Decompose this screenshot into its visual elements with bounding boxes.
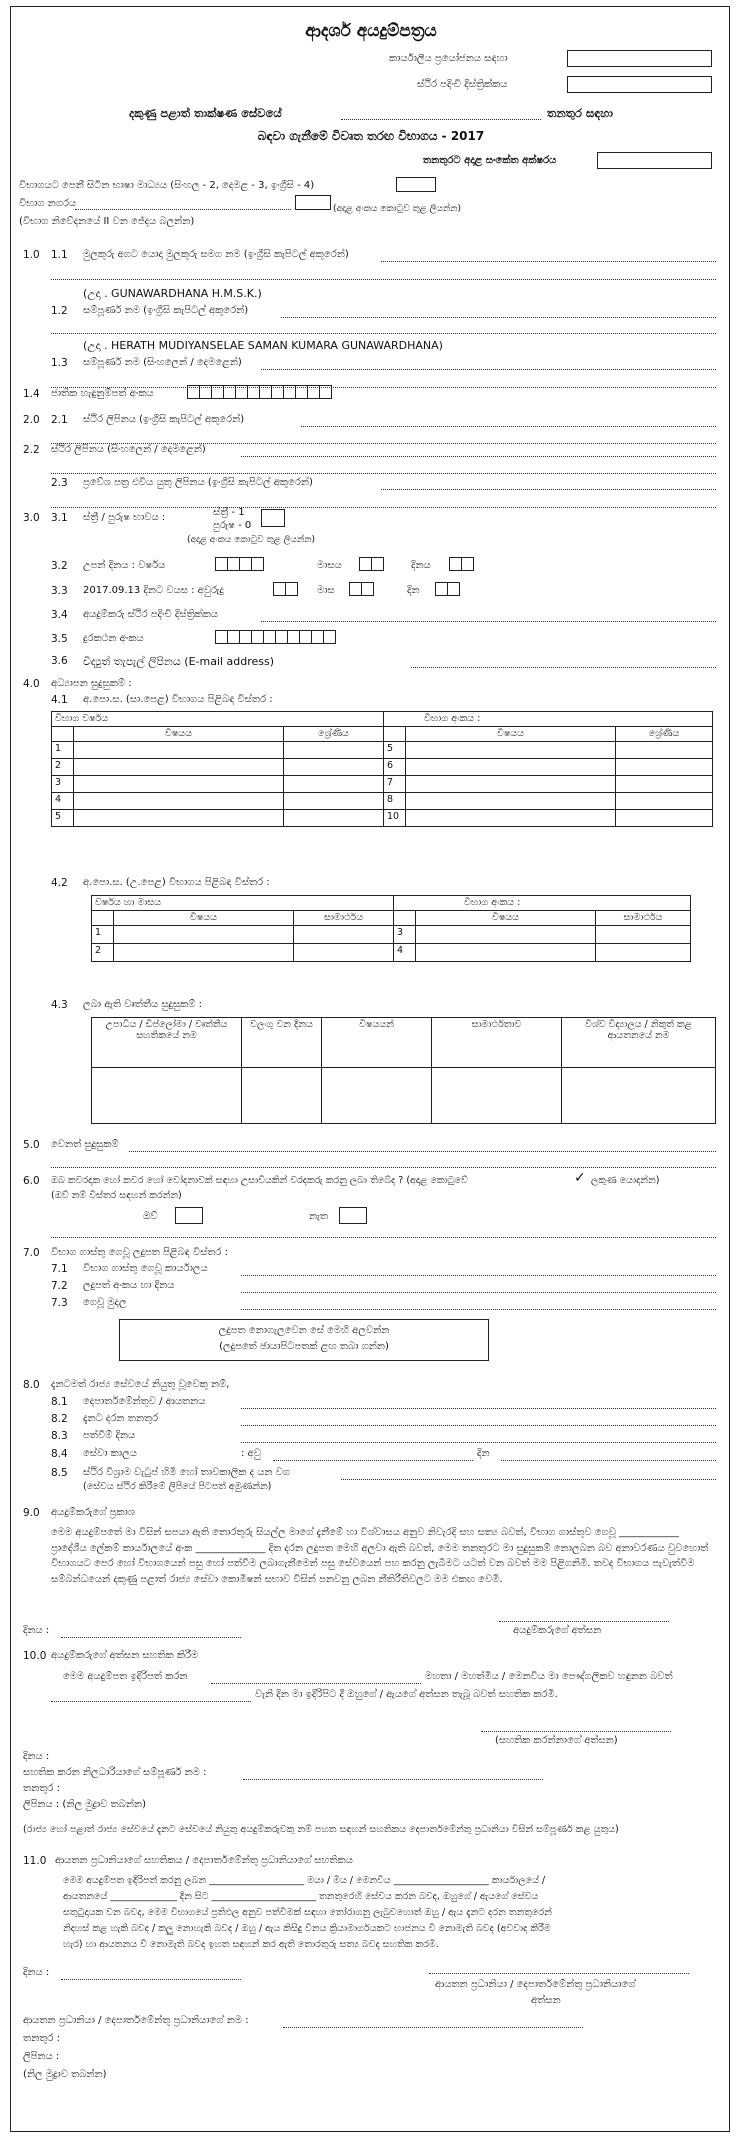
al-row-no: 2 — [92, 944, 114, 962]
phone-boxes[interactable] — [215, 630, 335, 644]
q-3-3-label: 2017.09.13 දිනට වයස : අවුරුදු — [83, 585, 224, 596]
q-2-1-label: ස්ථිර ලිපිනය (ඉංග්‍රීසි කැපිටල් අකුරෙන්) — [83, 414, 245, 425]
cert-text-1: මෙම අයදුම්පත ඉදිරිපත් කරන — [63, 1671, 188, 1682]
ol-grade-cell[interactable] — [616, 776, 713, 793]
age-months-label: මාස — [317, 585, 335, 596]
age-days-boxes[interactable] — [435, 582, 459, 596]
head-post-label: තනතුර : — [23, 2033, 60, 2044]
pq-pass-cell[interactable] — [432, 1068, 562, 1124]
head-signature-label-2: අත්සන — [531, 1995, 561, 2006]
birth-day-label: දිනය — [411, 560, 431, 571]
sec-4-label: අධ්‍යාපන සුදුසුකම් : — [51, 678, 132, 689]
full-name-si-line[interactable] — [261, 369, 716, 370]
initials-name-line-2[interactable] — [51, 279, 716, 280]
yes-checkbox[interactable] — [175, 1207, 203, 1224]
ol-grade-cell[interactable] — [284, 776, 384, 793]
q-3-2-number: 3.2 — [51, 560, 68, 572]
q-8-3-number: 8.3 — [51, 1430, 68, 1442]
q-7-3-label: ගෙවූ මුදල — [83, 1297, 127, 1308]
sec-3-number: 3.0 — [23, 512, 40, 524]
gender-box[interactable] — [261, 509, 285, 527]
ol-subject-cell[interactable] — [74, 793, 284, 810]
cert-text-3: වැනි දින මා ඉදිරිපිට දී ඔහුගේ / ඇයගේ අත්සන තැබූ බවත් සහතික කරමි. — [255, 1689, 558, 1700]
certifier-signature-line[interactable] — [481, 1731, 671, 1732]
ol-row-no: 10 — [384, 810, 406, 827]
sec-4-number: 4.0 — [23, 678, 40, 690]
q-3-5-number: 3.5 — [51, 633, 68, 645]
al-subject-cell[interactable] — [114, 944, 294, 962]
medium-box[interactable] — [396, 177, 436, 192]
sec-11-number: 11.0 — [23, 1855, 47, 1867]
q-3-1-number: 3.1 — [51, 512, 68, 524]
sec-7-label: විභාග ගාස්තු ගෙවූ ලදුපත පිළිබඳ විස්තර : — [51, 1247, 228, 1258]
yes-label: ඔව් — [143, 1211, 158, 1222]
ol-year-header: විභාග වර්ෂය — [52, 712, 384, 727]
head-cert-line-2: ආයතනයේ ______________ දින සිට ______________________ තනතුරෙහි සේවය කරන බවද, ඔහුගේ / ඇයගේ සේවය — [63, 1891, 539, 1902]
birth-year-boxes[interactable] — [215, 557, 263, 571]
q-4-1-number: 4.1 — [51, 694, 68, 706]
ol-row-no: 8 — [384, 793, 406, 810]
exam-title: බඳවා ගැනීමේ විවෘත තරඟ විභාගය - 2017 — [257, 129, 485, 143]
pq-subjects-cell[interactable] — [322, 1068, 432, 1124]
q-8-3-label: පත්වීම් දිනය — [83, 1430, 136, 1441]
service-days-label: දින — [477, 1448, 490, 1459]
post-name-line[interactable] — [341, 119, 541, 120]
declaration-date-label: දිනය : — [23, 1625, 50, 1636]
q-3-4-number: 3.4 — [51, 609, 68, 621]
full-name-en-line[interactable] — [281, 317, 716, 318]
ol-grade-header-left: ශ්‍රේණිය — [284, 727, 384, 742]
q-8-1-number: 8.1 — [51, 1396, 68, 1408]
q-8-4-label: සේවා කාලය — [83, 1448, 137, 1459]
q-2-1-number: 2.1 — [51, 414, 68, 426]
medium-label: විභාගයට පෙනී සිටින භාෂා මාධ්‍යය (සිංහල - 2, දෙමළ - 3, ඉංග්‍රීසි - 4) — [19, 180, 315, 191]
cert-date-line[interactable] — [51, 1701, 251, 1702]
index-letter-label: තනතුරට අදාළ සංකේත අක්ෂරය — [423, 155, 557, 166]
receipt-no-line[interactable] — [241, 1292, 716, 1293]
q-8-2-number: 8.2 — [51, 1413, 68, 1425]
q-2-2-number: 2.2 — [23, 444, 40, 456]
district-line[interactable] — [261, 621, 716, 622]
pq-subjects-header: විෂයයන් — [322, 1018, 432, 1068]
ol-row-no: 1 — [52, 742, 74, 759]
ol-grade-cell[interactable] — [616, 793, 713, 810]
cert-text-2: මහතා / මහත්මිය / මෙනවිය මා පෞද්ගලිකව හඳුනන බවත් — [425, 1671, 673, 1682]
sec-1-number: 1.0 — [23, 249, 40, 261]
al-subject-cell[interactable] — [114, 926, 294, 944]
q-1-1-label: මුලකුරු අගට යොදා මුලකුරු සමග නම (ඉංග්‍රීසි කැපිටල් අකුරෙන්) — [83, 249, 349, 260]
receipt-paste-text: ලදුපත නොගැලවෙන සේ මෙහි අලවන්න — [218, 1325, 390, 1336]
permanent-district-box[interactable] — [567, 76, 712, 93]
head-date-label: දිනය : — [23, 1967, 50, 1978]
service-days-line[interactable] — [501, 1460, 716, 1461]
ol-grade-header-right: ශ්‍රේණිය — [616, 727, 713, 742]
al-row-no: 3 — [394, 926, 416, 944]
initials-name-line[interactable] — [381, 261, 716, 262]
sec-6-number: 6.0 — [23, 1175, 40, 1187]
sec-2-number: 2.0 — [23, 414, 40, 426]
q-7-3-number: 7.3 — [51, 1297, 68, 1309]
other-quals-line[interactable] — [129, 1151, 716, 1152]
ol-subject-cell[interactable] — [406, 742, 616, 759]
ol-index-header: විභාග අංකය : — [384, 712, 713, 727]
q-8-2-label: දැනට දරන තනතුර — [83, 1413, 159, 1424]
head-cert-line-3: සතුටුදායක වන බවද, මෙම විභාගයේ ප්‍රතිඵල අනුව පත්වීමක් සඳහා තෝරාගනු ලැබුවහොත් ඔහු / ඇය දැනට දරන තනතුරෙන් — [63, 1907, 552, 1918]
ol-subject-cell[interactable] — [74, 776, 284, 793]
perm-address-en-line[interactable] — [301, 426, 716, 427]
city-label: විභාග නගරය — [19, 198, 77, 209]
pq-valid-cell[interactable] — [242, 1068, 322, 1124]
certifier-signature-label: (සහතික කරන්නාගේ අත්සන) — [495, 1735, 618, 1746]
sec-5-label: වෙනත් සුදුසුකම් — [51, 1139, 119, 1150]
q-2-3-label: ප්‍රවේශ පත්‍ර එවිය යුතු ලිපිනය (ඉංග්‍රීසි කැපිටල් අකුරෙන්) — [83, 477, 313, 488]
q-3-1-label: ස්ත්‍රී / පුරුෂ භාවය : — [83, 512, 166, 523]
al-grade-cell[interactable] — [294, 944, 394, 962]
age-years-boxes[interactable] — [273, 582, 297, 596]
pq-pass-header: සාමාර්ථතාව — [432, 1018, 562, 1068]
q-8-1-label: දෙපාර්තමේන්තුව / ආයතනය — [83, 1396, 206, 1407]
head-date-line[interactable] — [61, 1979, 241, 1980]
head-seal-note: (නිල මුද්‍රාව තබන්න) — [23, 2069, 107, 2080]
q-4-2-number: 4.2 — [51, 877, 68, 889]
ol-subject-cell[interactable] — [406, 759, 616, 776]
al-subject-header-right: විෂයය — [416, 911, 596, 926]
ol-grade-cell[interactable] — [616, 759, 713, 776]
ol-subject-cell[interactable] — [74, 810, 284, 827]
q-4-1-label: අ.පො.ස. (සා.පෙළ) විභාගය පිළිබඳ විස්තර : — [83, 694, 273, 705]
city-note: (අදාළ අංකය කොටුව තුළ ලියන්න) — [333, 204, 461, 214]
q-1-2-number: 1.2 — [51, 305, 68, 317]
al-grade-cell[interactable] — [294, 926, 394, 944]
ol-grade-cell[interactable] — [616, 742, 713, 759]
city-line[interactable] — [75, 209, 291, 210]
no-checkbox[interactable] — [339, 1207, 367, 1224]
ol-subject-header-right: විෂයය — [406, 727, 616, 742]
full-name-en-line-2[interactable] — [51, 333, 716, 334]
nic-number-boxes[interactable] — [187, 385, 331, 399]
post-line-prefix: දකුණු පළාත් තාක්ෂණ සේවයේ — [129, 106, 282, 120]
q-1-4-label: ජාතික හැඳුනුම්පත් අංකය — [51, 388, 154, 399]
head-signature-line[interactable] — [429, 1973, 689, 1974]
al-year-header: වර්ෂය හා මාසය — [92, 896, 394, 911]
q-3-6-label: විද්‍යුත් තැපැල් ලිපිනය (E-mail address) — [83, 655, 275, 668]
certifier-post-label: තනතුර : — [23, 1783, 60, 1794]
al-subject-cell[interactable] — [416, 944, 596, 962]
q-8-5-number: 8.5 — [51, 1467, 68, 1479]
ol-subject-cell[interactable] — [406, 793, 616, 810]
ol-subject-header-left: විෂයය — [74, 727, 284, 742]
example-2: (උදා . HERATH MUDIYANSELAE SAMAN KUMARA GUNAWARDHANA) — [83, 339, 443, 352]
sec-10-number: 10.0 — [23, 1650, 47, 1662]
perm-address-si-line[interactable] — [241, 456, 716, 457]
ol-grade-cell[interactable] — [616, 810, 713, 827]
ol-grade-cell[interactable] — [284, 810, 384, 827]
sec-8-label: දැනටමත් රාජ්‍ය සේවයේ නියුතු වූවෙකු නම්, — [51, 1379, 230, 1390]
q-4-2-label: අ.පො.ස. (උ.පෙළ) විභාගය පිළිබඳ විස්තර : — [83, 877, 270, 888]
other-quals-line-2[interactable] — [51, 1167, 716, 1168]
pq-institute-cell[interactable] — [562, 1068, 716, 1124]
female-option: ස්ත්‍රී - 1 — [213, 507, 245, 518]
ol-row-no: 6 — [384, 759, 406, 776]
sec-10-label: අයදුම්කරුගේ අත්සන සහතික කිරීම — [51, 1650, 199, 1661]
applicant-signature-label: අයදුම්කරුගේ අත්සන — [513, 1625, 602, 1636]
q-2-3-number: 2.3 — [51, 477, 68, 489]
q-1-4-number: 1.4 — [23, 388, 40, 400]
head-name-line[interactable] — [283, 2027, 583, 2028]
tick-mark-icon: ✓ — [574, 1170, 586, 1186]
ol-subject-cell[interactable] — [406, 810, 616, 827]
ol-row-no: 5 — [384, 742, 406, 759]
al-row-no: 1 — [92, 926, 114, 944]
birth-month-label: මාසය — [317, 560, 342, 571]
ol-results-table — [51, 711, 713, 827]
birth-day-boxes[interactable] — [449, 557, 473, 571]
professional-qual-table — [91, 1017, 716, 1124]
ol-row-no: 2 — [52, 759, 74, 776]
q-4-3-number: 4.3 — [51, 999, 68, 1011]
sec-11-label: ආයතන ප්‍රධානියාගේ සහතිකය / දෙපාර්තමේන්තු ප්‍රධානියාගේ සහතිකය — [55, 1855, 353, 1866]
q-7-1-number: 7.1 — [51, 1263, 68, 1275]
birth-month-boxes[interactable] — [359, 557, 383, 571]
al-grade-cell[interactable] — [596, 926, 691, 944]
al-results-table — [91, 895, 691, 962]
head-cert-line-5: හැර) හා ආයතනය වී නොමැති බවද ඉහත සඳහන් කර ඇති තොරතුරු සත්‍ය බවද සහතික කරමි. — [63, 1939, 439, 1950]
ol-grade-cell[interactable] — [284, 759, 384, 776]
certifier-address-label: ලිපිනය : (නිල මුද්‍රාව තබන්න) — [23, 1799, 146, 1810]
conviction-details-line[interactable] — [51, 1237, 716, 1238]
al-subject-cell[interactable] — [416, 926, 596, 944]
q-8-4-number: 8.4 — [51, 1448, 68, 1460]
male-option: පුරුෂ - 0 — [213, 520, 252, 531]
q-3-2-label: උපන් දිනය : වර්ෂය — [83, 560, 166, 571]
q-4-3-label: ලබා ඇති වෘත්තීය සුදුසුකම් : — [83, 999, 202, 1010]
ol-grade-cell[interactable] — [284, 793, 384, 810]
sec-6-label-end: ලකුණ යොදන්න) — [591, 1175, 660, 1186]
q-3-5-label: දුරකථන අංකය — [83, 633, 144, 644]
q-7-2-number: 7.2 — [51, 1280, 68, 1292]
pq-name-header: උපාධිය / ඩිප්ලෝමා / වෘත්තීය සහතිකයේ නම — [92, 1018, 242, 1068]
cert-date-label: දිනය : — [23, 1751, 50, 1762]
q-7-2-label: ලදුපත් අංකය හා දිනය — [83, 1280, 175, 1291]
ol-grade-cell[interactable] — [284, 742, 384, 759]
head-cert-line-4: නිදහස් කළ හැකි බවද / කලු නොහැකි බවද / ඔහු / ඇය කිසිදු විනය ක්‍රියාමාර්ගයකට භාජනය වී නොමැති බවද (අවවාද කිරීම — [63, 1923, 551, 1934]
email-line[interactable] — [411, 667, 716, 668]
q-1-3-label: සම්පූර්ණ නම (සිංහලෙන් / දෙමළෙන්) — [83, 357, 242, 368]
head-name-label: ආයතන ප්‍රධානියා / දෙපාර්තමේන්තු ප්‍රධානියාගේ නම : — [23, 2015, 249, 2026]
q-7-1-label: විභාග ගාස්තු ගෙවූ කාර්යාලය — [83, 1263, 208, 1274]
al-grade-header-left: සාමාර්ථය — [294, 911, 394, 926]
age-days-label: දින — [407, 585, 420, 596]
post-line-suffix: තනතුර සඳහා — [547, 106, 613, 120]
pension-status-line[interactable] — [341, 1479, 716, 1480]
index-letter-box[interactable] — [597, 152, 712, 169]
city-box[interactable] — [295, 195, 331, 210]
amount-line[interactable] — [241, 1309, 716, 1310]
declaration-date-line[interactable] — [61, 1637, 241, 1638]
q-3-4-label: අයදුම්කරු ස්ථිර පදිංචි දිස්ත්‍රික්කය — [83, 609, 219, 620]
al-index-header: විභාග අංකය : — [394, 896, 691, 911]
pq-name-cell[interactable] — [92, 1068, 242, 1124]
office-use-box[interactable] — [567, 50, 712, 67]
sec-7-number: 7.0 — [23, 1247, 40, 1259]
service-years-label: : අවු — [241, 1448, 261, 1459]
ol-subject-cell[interactable] — [74, 759, 284, 776]
al-subject-header-left: විෂයය — [114, 911, 294, 926]
fee-office-line[interactable] — [241, 1275, 716, 1276]
age-months-boxes[interactable] — [349, 582, 373, 596]
example-1: (උදා . GUNAWARDHANA H.M.S.K.) — [83, 287, 262, 300]
q-1-1-number: 1.1 — [51, 249, 68, 261]
service-years-line[interactable] — [273, 1460, 473, 1461]
admission-address-line-2[interactable] — [51, 507, 716, 508]
office-use-label: කාර්යාලීය ප්‍රයෝජනය සඳහා — [389, 53, 508, 64]
department-line[interactable] — [241, 1408, 716, 1409]
sec-5-number: 5.0 — [23, 1139, 40, 1151]
ol-row-no: 7 — [384, 776, 406, 793]
ol-row-no: 5 — [52, 810, 74, 827]
admission-address-line[interactable] — [381, 489, 716, 490]
appointment-date-line[interactable] — [241, 1442, 716, 1443]
q-3-3-number: 3.3 — [51, 585, 68, 597]
perm-address-si-line-2[interactable] — [51, 473, 716, 474]
al-row-no: 4 — [394, 944, 416, 962]
head-address-label: ලිපිනය : — [23, 2051, 60, 2062]
receipt-copy-note: (ලදුපතේ ඡායාපිටපතක් ළඟ තබා ගන්න) — [219, 1341, 389, 1352]
ol-subject-cell[interactable] — [406, 776, 616, 793]
permanent-district-label: ස්ථිර පදිංචි දිස්ත්‍රික්කය — [417, 79, 508, 90]
applicant-signature-line[interactable] — [499, 1621, 669, 1622]
q-2-2-label: ස්ථිර ලිපිනය (සිංහලෙන් / දෙමළෙන්) — [51, 444, 206, 455]
current-post-line[interactable] — [241, 1425, 716, 1426]
pq-institute-header: විශ්ව විද්‍යාලය / නිකුත් කළ ආයතනයේ නම — [562, 1018, 716, 1068]
head-cert-line-1: මෙම අයදුම්පත ඉදිරිපත් කරනු ලබන ____________________ මයා / මිය / මෙනවිය ____________________ කාර්යාලයේ / — [63, 1875, 546, 1886]
certifier-name-label: සහතික කරන නිලධාරියාගේ සම්පූර්ණ නම : — [23, 1767, 207, 1778]
ol-subject-cell[interactable] — [74, 742, 284, 759]
sec-8-number: 8.0 — [23, 1379, 40, 1391]
form-title: ආදර්ශ අයදුම්පත්‍රය — [305, 21, 437, 41]
sec-6-note: (ඔව් නම් විස්තර සඳහන් කරන්න) — [51, 1190, 182, 1201]
notice-note: (විභාග නිවේදනයේ II වන ජේදය බලන්න) — [19, 216, 195, 227]
q-1-2-label: සම්පූර්ණ නම (ඉංග්‍රීසි කැපිටල් අකුරෙන්) — [83, 305, 249, 316]
ol-row-no: 4 — [52, 793, 74, 810]
certifier-name-line[interactable] — [243, 1779, 543, 1780]
q-8-5-label: ස්ථිර විශ්‍රාම වැටුප් හිමි හෝ තාවකාලික ද යන වග — [83, 1467, 291, 1478]
no-label: නැත — [309, 1211, 329, 1222]
gender-note: (අදාළ අංකය කොටුව තුළ ලියන්න) — [187, 535, 315, 545]
head-signature-label: ආයතන ප්‍රධානියා / දෙපාර්තමේන්තු ප්‍රධානියාගේ — [435, 1979, 636, 1990]
q-1-3-number: 1.3 — [51, 357, 68, 369]
sec-11-preamble: (රාජ්‍ය හෝ පළාත් රාජ්‍ය සේවයේ දැනට සේවයේ නියුතු අයදුම්කරුවකු නම් පහත සඳහන් සහතිකය දෙපාර්තමේන්තු ප්‍රධානියා විසින් සම්පූර්ණ කළ යුතුය) — [23, 1824, 619, 1835]
pq-valid-header: වලංගු වන දිනය — [242, 1018, 322, 1068]
al-grade-header-right: සාමාර්ථය — [596, 911, 691, 926]
q-3-6-number: 3.6 — [51, 655, 68, 667]
cert-name-line[interactable] — [211, 1683, 421, 1684]
q-8-5-note: (සේවය ස්ථිර කිරීමේ ලිපියේ පිටපත් අමුණන්න) — [83, 1481, 272, 1492]
application-form — [10, 6, 730, 2132]
sec-6-label: ඔබ කවරදාක හෝ කවර හෝ වෝදනාවක් සඳහා උසාවියකින් වරදකරු කරනු ලබා තිබේද ? (අදාළ කොටුවේ — [51, 1175, 468, 1186]
al-grade-cell[interactable] — [596, 944, 691, 962]
ol-row-no: 3 — [52, 776, 74, 793]
sec-9-number: 9.0 — [23, 1507, 40, 1519]
sec-9-label: අයදුම්කරුගේ ප්‍රකාශ — [51, 1507, 135, 1518]
declaration-paragraph: මෙම අයදුම්පතේ මා විසින් සපයා ඇති තොරතුරු සියල්ල මාගේ දැනීමේ හා විශ්වාසය අනුව නිවැරදි සහ සත්‍ය බවත්, විභාග ගාස්තුව ගෙවූ ____________ ප්‍රාදේශීය ලේකම් කාර්යාලයේ අංක ______________ දිත දරන ලදුපත මෙහි අලවා ඇති බවත්, මෙම තනතුරට මා සුදුසුකම් නොලබන බව අනාවරණය වුවහොත් විභාගයට පෙර හෝ විභාගයෙන් පසු හෝ පත්වීම ලබාගැනීමෙන් පසු සේවයෙන් පහ කරනු ලැබීමට යටත් වන බවත් මම පිළිගනිමි. තවද විභාගය පැවැත්වීම සම්බන්ධයෙන් දකුණු පළාත් රාජ්‍ය සේවා කොමිෂන් සභාව විසින් පනවනු ලබන නීතිරීතිවලට මම එකඟ වෙමි. — [51, 1527, 709, 1585]
